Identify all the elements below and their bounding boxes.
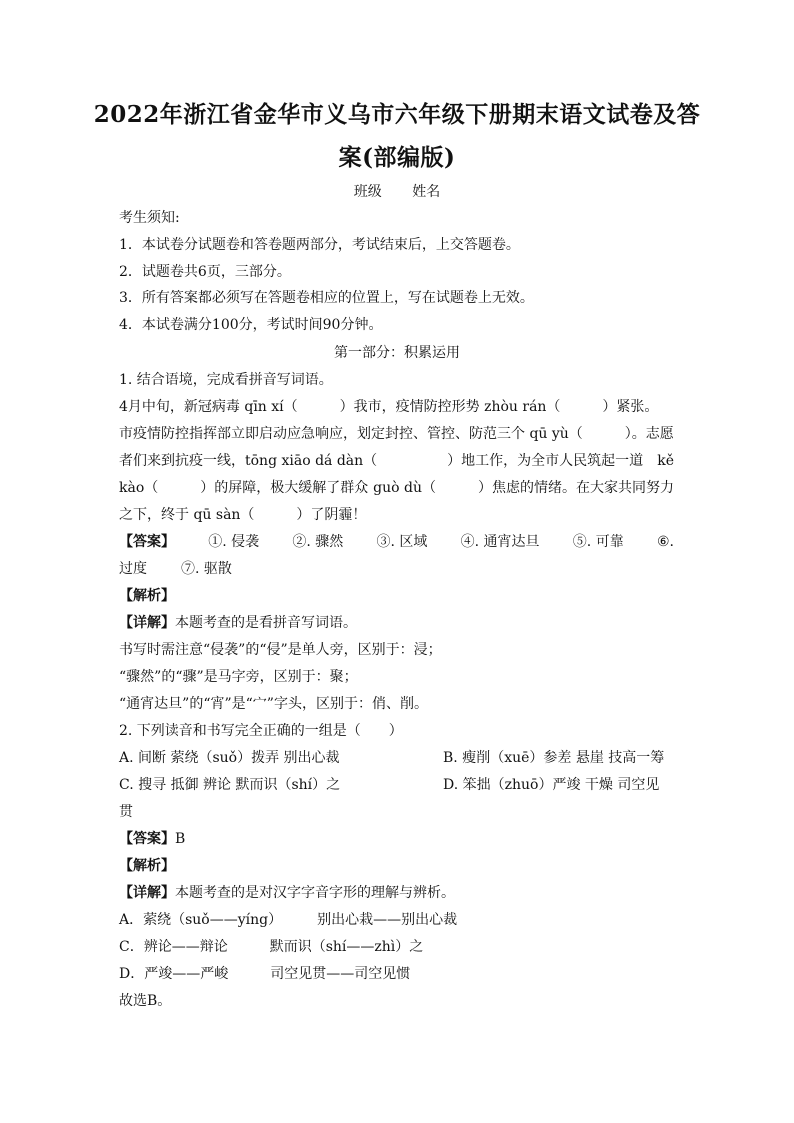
detail-line xyxy=(119,883,455,903)
q1-answer-row xyxy=(119,559,232,579)
q2-option-c: C. 搜寻 抵御 辨论 默而识（shí）之 xyxy=(119,777,341,793)
detail-line xyxy=(119,613,357,633)
doc-title-line1: 2022年浙江省金华市义乌市六年级下册期末语文试卷及答 xyxy=(93,101,701,128)
q1-answer-row xyxy=(119,532,674,552)
q1-passage-text: guò dù（ ）焦虑的情绪。在大家共同努力 xyxy=(373,480,674,496)
answer-label: 【答案】 xyxy=(119,831,175,847)
detail-label: 【详解】 xyxy=(119,885,175,901)
q1-passage-line xyxy=(119,451,674,471)
answer-label: 【答案】 xyxy=(119,534,175,550)
q1-passage-line xyxy=(119,478,674,498)
q1-passage-line: 市疫情防控指挥部立即启动应急响应，划定封控、管控、防范三个 qū yù（ ）。志愿 xyxy=(119,426,674,442)
detail-text: 本题考查的是看拼音写词语。 xyxy=(175,615,357,631)
q1-passage-line: 之下，终于 qū sàn（ ）了阴霾！ xyxy=(119,507,367,523)
part1-heading: 第一部分：积累运用 xyxy=(334,345,460,361)
analysis-label: 【解析】 xyxy=(119,858,175,874)
answer-item: ①. 侵袭 xyxy=(208,534,260,550)
class-name-row xyxy=(0,181,794,201)
notice-heading: 考生须知: xyxy=(119,210,180,226)
notice-item: 4．本试卷满分100分，考试时间90分钟。 xyxy=(119,317,383,333)
q1-passage-text: 者们来到抗疫一线，tōng xiāo dá dàn（ ）地工作，为全市人民筑起一道 xyxy=(119,453,644,469)
q1-passage-text: kě xyxy=(657,453,674,469)
notice-item: 1．本试卷分试题卷和答卷题两部分，考试结束后，上交答题卷。 xyxy=(119,237,520,253)
q1-passage-line: 4月中旬，新冠病毒 qīn xí（ ）我市，疫情防控形势 zhòu rán（ ）紧张。 xyxy=(119,399,659,415)
q1-stem: 1. 结合语境，完成看拼音写词语。 xyxy=(119,372,333,388)
answer-item: ⑥. xyxy=(656,534,674,550)
q2-answer-row xyxy=(119,829,185,849)
q2-option-d-cont: 贯 xyxy=(119,804,133,820)
answer-item: ④. 通宵达旦 xyxy=(460,534,540,550)
answer-item: 过度 xyxy=(119,561,147,577)
q2-conclusion: 故选B。 xyxy=(119,993,172,1009)
doc-title-line2: 案(部编版) xyxy=(338,144,456,171)
detail-label: 【详解】 xyxy=(119,615,175,631)
q2-detail-line: C．辨论——辩论 默而识（shí——zhì）之 xyxy=(119,939,424,955)
answer-item: ③. 区域 xyxy=(376,534,428,550)
q2-detail-line: D．严竣——严峻 司空见贯——司空见惯 xyxy=(119,966,411,982)
answer-item: ⑦. 驱散 xyxy=(181,561,232,577)
q1-note: “通宵达旦”的“宵”是“宀”字头，区别于：俏、削。 xyxy=(119,696,428,712)
detail-text: 本题考查的是对汉字字音字形的理解与辨析。 xyxy=(175,885,455,901)
class-label: 班级 xyxy=(353,184,382,200)
answer-item: ②. 骤然 xyxy=(292,534,344,550)
q2-stem: 2. 下列读音和书写完全正确的一组是（ ） xyxy=(119,723,403,739)
q2-option-b: B. 瘦削（xuē）参差 悬崖 技高一筹 xyxy=(443,750,665,766)
q2-detail-line: A．萦绕（suǒ——yíng） 别出心栽——别出心裁 xyxy=(119,912,458,928)
analysis-label: 【解析】 xyxy=(119,588,175,604)
q1-passage-text: kào（ ）的屏障，极大缓解了群众 xyxy=(119,480,369,496)
answer-value: B xyxy=(175,831,186,847)
q1-note: “骤然”的“骤”是马字旁，区别于：聚； xyxy=(119,669,358,685)
notice-item: 2．试题卷共6页，三部分。 xyxy=(119,264,291,280)
q2-option-d: D. 笨拙（zhuō）严竣 干燥 司空见 xyxy=(443,777,660,793)
q1-note: 书写时需注意“侵袭”的“侵”是单人旁，区别于：浸； xyxy=(119,642,442,658)
notice-item: 3．所有答案都必须写在答题卷相应的位置上，写在试题卷上无效。 xyxy=(119,290,534,306)
name-label: 姓名 xyxy=(412,184,441,200)
q2-option-a: A. 间断 萦绕（suǒ）拨弄 别出心裁 xyxy=(119,750,340,766)
answer-item: ⑤. 可靠 xyxy=(572,534,624,550)
